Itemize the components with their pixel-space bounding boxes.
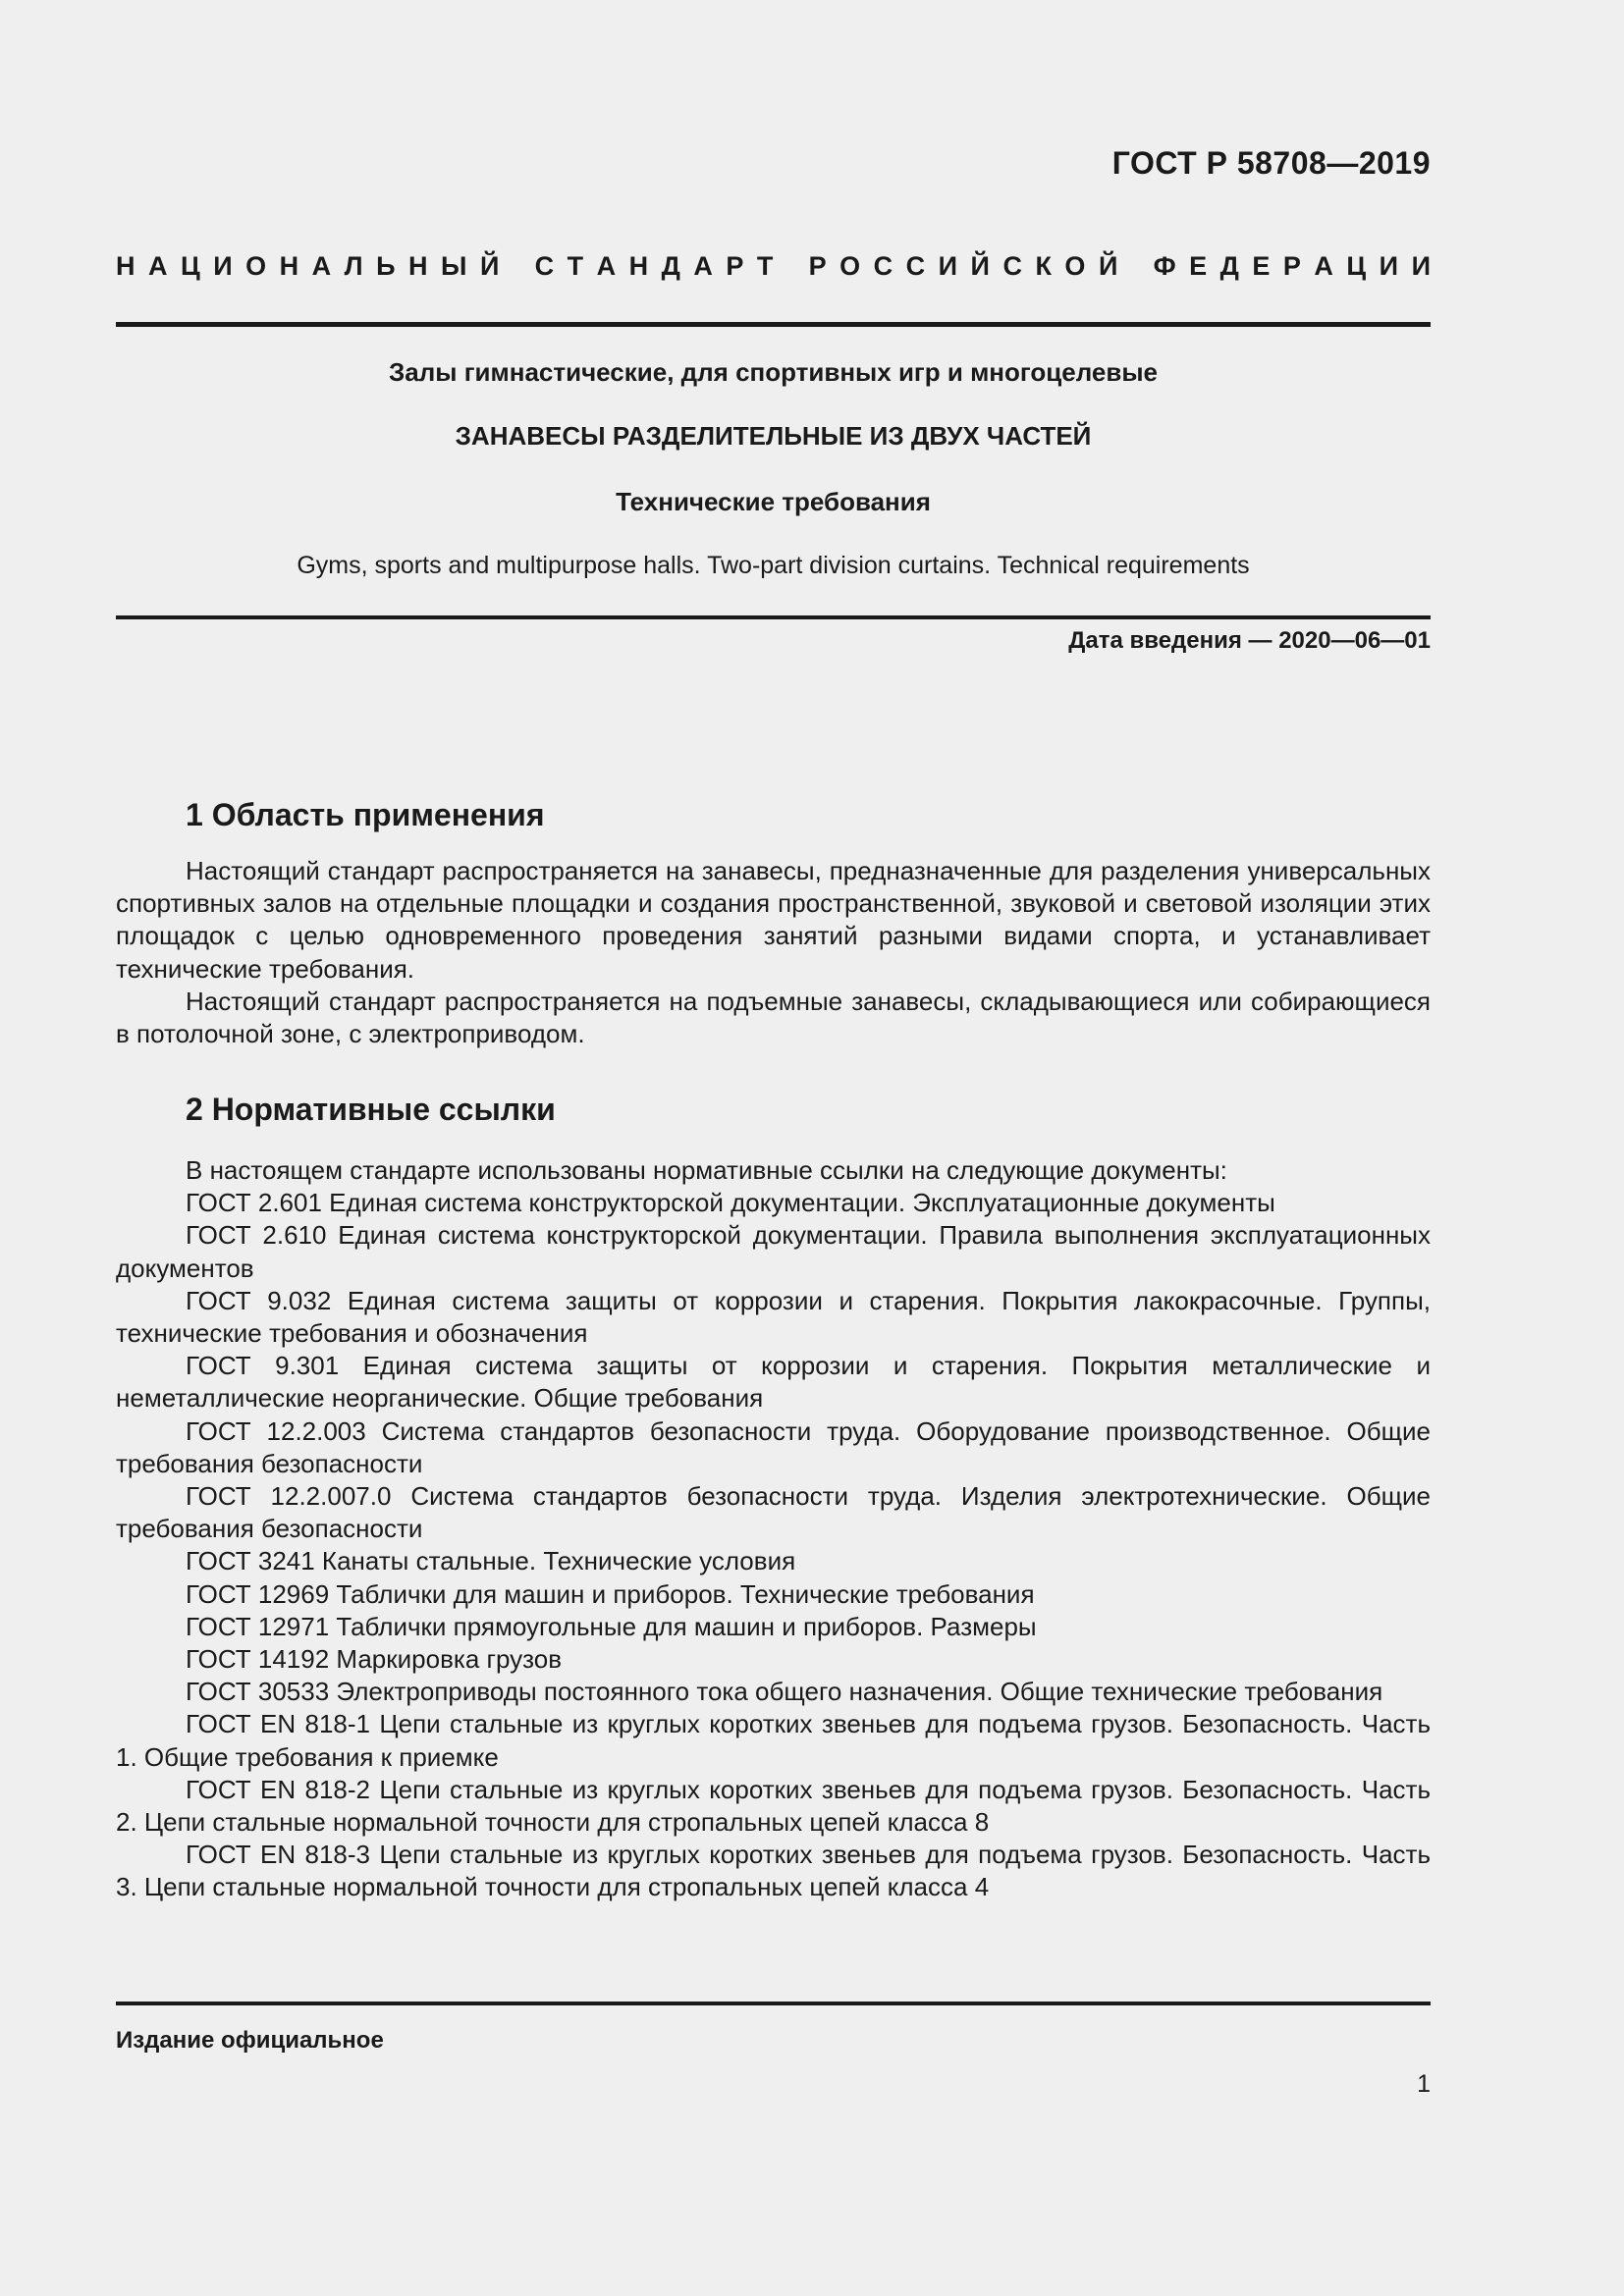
reference-item: ГОСТ EN 818-2 Цепи стальные из круглых коротких звеньев для подъема грузов. Безопасность. Часть 2. Цепи стальные нормальной точности для стропальных цепей класса 8 — [116, 1774, 1431, 1838]
section-title-references: 2 Нормативные ссылки — [186, 1092, 556, 1127]
reference-item: ГОСТ 9.301 Единая система защиты от коррозии и старения. Покрытия металлические и неметаллические неорганические. Общие требования — [116, 1351, 1431, 1414]
reference-item: ГОСТ 12971 Таблички прямоугольные для машин и приборов. Размеры — [186, 1611, 1037, 1641]
official-edition-label: Издание официальное — [116, 2027, 384, 2054]
reference-item: ГОСТ 12.2.003 Система стандартов безопасности труда. Оборудование производственное. Общие требования безопасности — [116, 1415, 1431, 1478]
heading-word: Ф Е Д Е Р А Ц И И — [1153, 251, 1431, 281]
middle-divider — [116, 615, 1431, 619]
reference-item: ГОСТ EN 818-1 Цепи стальные из круглых коротких звеньев для подъема грузов. Безопасность. Часть 1. Общие требования к приемке — [116, 1709, 1431, 1772]
top-divider — [116, 322, 1431, 327]
title-line-3: Технические требования — [616, 487, 931, 516]
section-body-scope — [116, 855, 1431, 1050]
reference-item: ГОСТ EN 818-3 Цепи стальные из круглых коротких звеньев для подъема грузов. Безопасность. Часть 3. Цепи стальные нормальной точности для стропальных цепей класса 4 — [116, 1840, 1431, 1902]
reference-item: ГОСТ 2.610 Единая система конструкторской документации. Правила выполнения эксплуатационных документов — [116, 1220, 1431, 1283]
reference-item: ГОСТ 12.2.007.0 Система стандартов безопасности труда. Изделия электротехнические. Общие требования безопасности — [116, 1481, 1431, 1544]
introduction-date: Дата введения — 2020—06—01 — [1068, 627, 1431, 654]
reference-item: ГОСТ 14192 Маркировка грузов — [186, 1644, 563, 1675]
bottom-divider — [116, 2002, 1431, 2005]
reference-item: ГОСТ 2.601 Единая система конструкторской документации. Эксплуатационные документы — [186, 1188, 1275, 1218]
heading-word: Н А Ц И О Н А Л Ь Н Ы Й — [116, 251, 500, 281]
page-number: 1 — [1417, 2070, 1431, 2098]
title-line-1: Залы гимнастические, для спортивных игр и многоцелевые — [389, 357, 1158, 387]
reference-item: ГОСТ 12969 Таблички для машин и приборов. Технические требования — [186, 1578, 1035, 1609]
paragraph: Настоящий стандарт распространяется на занавесы, предназначенные для разделения универсальных спортивных залов на отдельные площадки и создания пространственной, звуковой и световой изоляции этих площадок с целью одновременного проведения занятий разными видами спорта, и устанавливает технические требования. — [116, 856, 1431, 984]
reference-item: ГОСТ 3241 Канаты стальные. Технические условия — [186, 1546, 796, 1576]
english-title: Gyms, sports and multipurpose halls. Two-part division curtains. Technical requirements — [297, 552, 1250, 579]
document-code: ГОСТ Р 58708—2019 — [1111, 145, 1431, 181]
heading-word: С Т А Н Д А Р Т — [534, 251, 774, 281]
section-title-scope: 1 Область применения — [186, 797, 545, 832]
paragraph: Настоящий стандарт распространяется на подъемные занавесы, складывающиеся или собирающиеся в потолочной зоне, с электроприводом. — [116, 986, 1431, 1049]
section-body-references — [116, 1154, 1431, 1904]
national-standard-heading — [116, 251, 1431, 282]
heading-word: Р О С С И Й С К О Й — [808, 251, 1118, 281]
paragraph: В настоящем стандарте использованы нормативные ссылки на следующие документы: — [186, 1155, 1227, 1185]
document-page — [116, 0, 1431, 2296]
reference-item: ГОСТ 30533 Электроприводы постоянного тока общего назначения. Общие технические требования — [186, 1677, 1383, 1707]
title-line-2: ЗАНАВЕСЫ РАЗДЕЛИТЕЛЬНЫЕ ИЗ ДВУХ ЧАСТЕЙ — [455, 421, 1092, 451]
reference-item: ГОСТ 9.032 Единая система защиты от коррозии и старения. Покрытия лакокрасочные. Группы, технические требования и обозначения — [116, 1285, 1431, 1349]
